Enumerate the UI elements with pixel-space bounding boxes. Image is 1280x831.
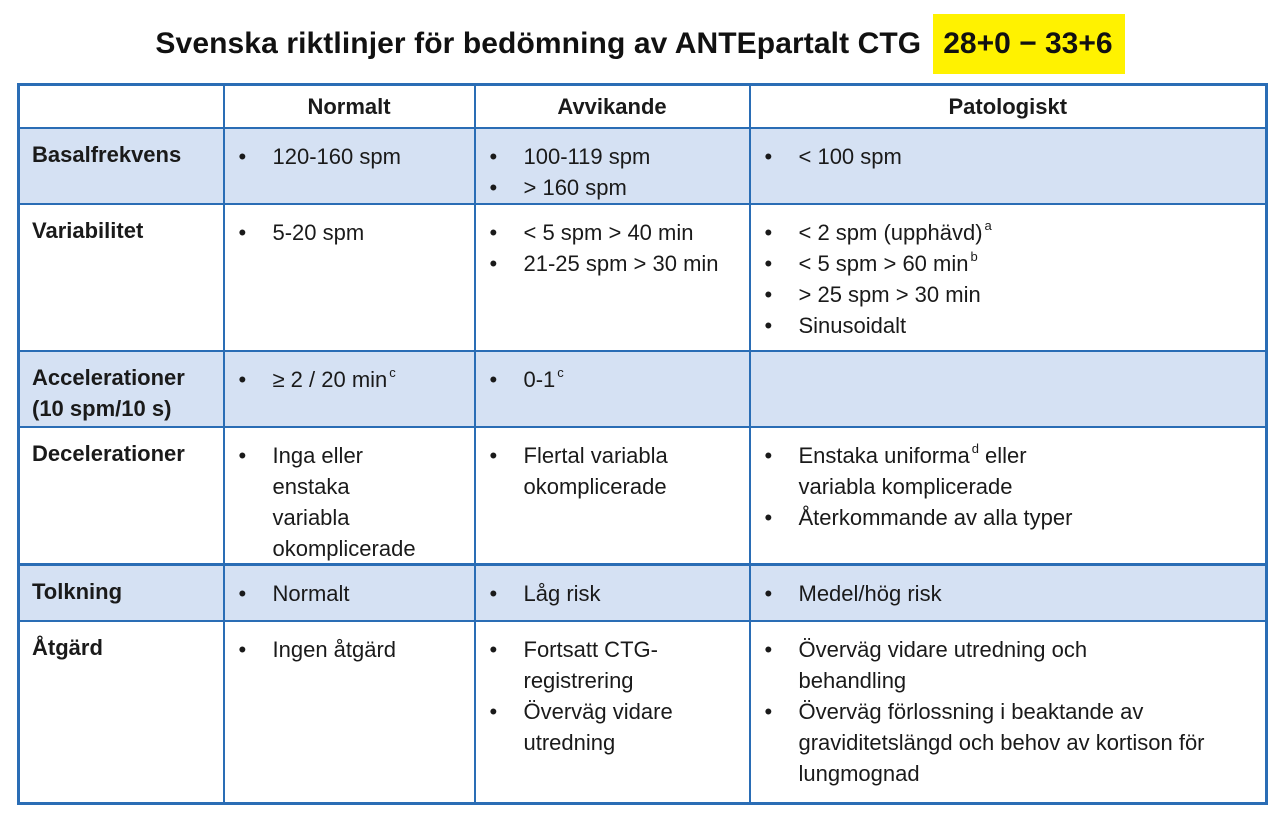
list-item: • Överväg vidare utredning (476, 696, 724, 758)
row-atgard (19, 621, 1267, 804)
list-item: • 5-20 spm (225, 217, 474, 248)
row-basalfrekvens (19, 128, 1267, 204)
footnote-marker: b (970, 248, 978, 264)
item-text: 0-1 (523, 367, 556, 392)
row-label: Tolkning (19, 565, 224, 621)
header-avvikande: Avvikande (475, 85, 750, 129)
list-item: • Normalt (225, 578, 474, 609)
gestational-range-badge: 28+0 − 33+6 (933, 14, 1124, 74)
item-text: < 2 spm (upphävd) (798, 220, 983, 245)
page-title: Svenska riktlinjer för bedömning av ANTEpartalt CTG (155, 27, 922, 60)
footnote-marker: c (557, 364, 564, 380)
list-item: • 120-160 spm (225, 141, 474, 172)
header-normalt: Normalt (224, 85, 475, 129)
list-item: • 100-119 spm (476, 141, 749, 172)
list-item: • 21-25 spm > 30 min (476, 248, 749, 279)
header-patologiskt: Patologiskt (750, 85, 1267, 129)
list-item (751, 217, 1266, 248)
list-item: • Fortsatt CTG-registrering (476, 634, 694, 696)
list-item: • Medel/hög risk (751, 578, 1266, 609)
list-item: • > 160 spm (476, 172, 749, 203)
ctg-interpretation-table (17, 563, 1268, 805)
list-item (476, 364, 749, 395)
footnote-marker: d (971, 440, 979, 456)
item-text: eller variabla komplicerade (798, 443, 1027, 499)
title-row (0, 14, 1280, 74)
item-text: Enstaka uniforma (798, 443, 970, 468)
row-decelerationer (19, 427, 1267, 566)
footnote-marker: c (389, 364, 396, 380)
list-item (751, 248, 1266, 279)
list-item: • < 100 spm (751, 141, 1266, 172)
row-variabilitet (19, 204, 1267, 351)
list-item (751, 502, 1266, 533)
list-item (751, 440, 1099, 502)
list-item: • < 5 spm > 40 min (476, 217, 749, 248)
item-text: ≥ 2 / 20 min (272, 367, 388, 392)
header-row (19, 85, 1267, 129)
header-empty (19, 85, 224, 129)
row-label: Basalfrekvens (19, 128, 224, 204)
row-accelerationer (19, 351, 1267, 427)
empty-cell (750, 351, 1267, 427)
row-label: Decelerationer (19, 427, 224, 566)
row-label: Åtgärd (19, 621, 224, 804)
list-item: • Ingen åtgärd (225, 634, 474, 665)
item-text: Återkommande av alla typer (798, 505, 1073, 530)
list-item: • Överväg vidare utredning och behandling (751, 634, 1159, 696)
list-item (225, 364, 474, 395)
list-item: • Inga eller enstaka variabla okomplicerade (225, 440, 433, 564)
row-label: Variabilitet (19, 204, 224, 351)
list-item: • Låg risk (476, 578, 749, 609)
row-label-line2: (10 spm/10 s) (32, 396, 172, 421)
footnote-marker: a (984, 217, 992, 233)
row-label (19, 351, 224, 427)
list-item: • Överväg förlossning i beaktande av graviditetslängd och behov av kortison för lungmognad (751, 696, 1266, 789)
list-item (751, 279, 1266, 310)
item-text: > 25 spm > 30 min (798, 282, 981, 307)
row-label-line1: Accelerationer (32, 365, 185, 390)
row-tolkning (19, 565, 1267, 621)
ctg-criteria-table (17, 83, 1268, 567)
list-item: • Flertal variabla okomplicerade (476, 440, 704, 502)
list-item (751, 310, 1266, 341)
item-text: Sinusoidalt (798, 313, 907, 338)
item-text: < 5 spm > 60 min (798, 251, 969, 276)
